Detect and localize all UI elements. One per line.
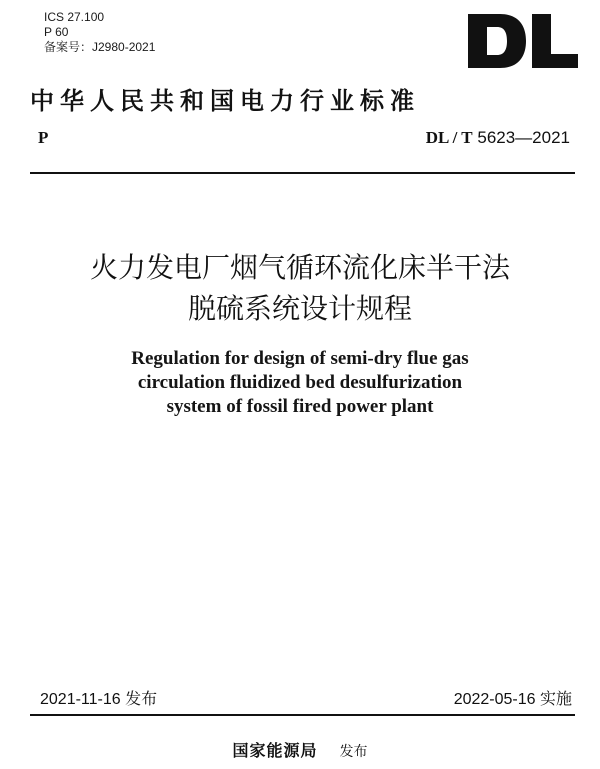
dl-logo-letter-d — [468, 14, 526, 68]
ics-code: ICS 27.100 — [44, 10, 105, 24]
header-divider — [30, 172, 575, 174]
implementation-date: 2022-05-16 实施 — [453, 691, 572, 708]
footer-divider — [30, 714, 575, 716]
issuer — [0, 741, 600, 762]
issuer-verb: 发布 — [339, 744, 368, 760]
standard-prefix: DL / T — [425, 128, 473, 147]
standard-number — [426, 128, 570, 148]
dl-logo — [466, 12, 580, 70]
record-number: 备案号：J2980-2021 — [44, 40, 156, 54]
issuer-organization: 国家能源局 — [232, 741, 318, 760]
title-zh-line-2: 脱硫系统设计规程 — [187, 292, 412, 325]
classification-code: P 60 — [44, 25, 69, 39]
title-en-line-1: Regulation for design of semi-dry flue gas — [131, 348, 469, 369]
title-zh-line-1: 火力发电厂烟气循环流化床半干法 — [89, 251, 510, 284]
title-en-line-3: system of fossil fired power plant — [166, 396, 434, 417]
standard-number-value: 5623—2021 — [477, 128, 570, 147]
issue-date: 2021-11-16 发布 — [40, 691, 158, 708]
classification-letter: P — [38, 128, 49, 147]
title-en-line-2: circulation fluidized bed desulfurization — [137, 372, 463, 393]
standard-category: 中华人民共和国电力行业标准 — [30, 87, 420, 115]
dl-logo-letter-l — [532, 14, 578, 68]
